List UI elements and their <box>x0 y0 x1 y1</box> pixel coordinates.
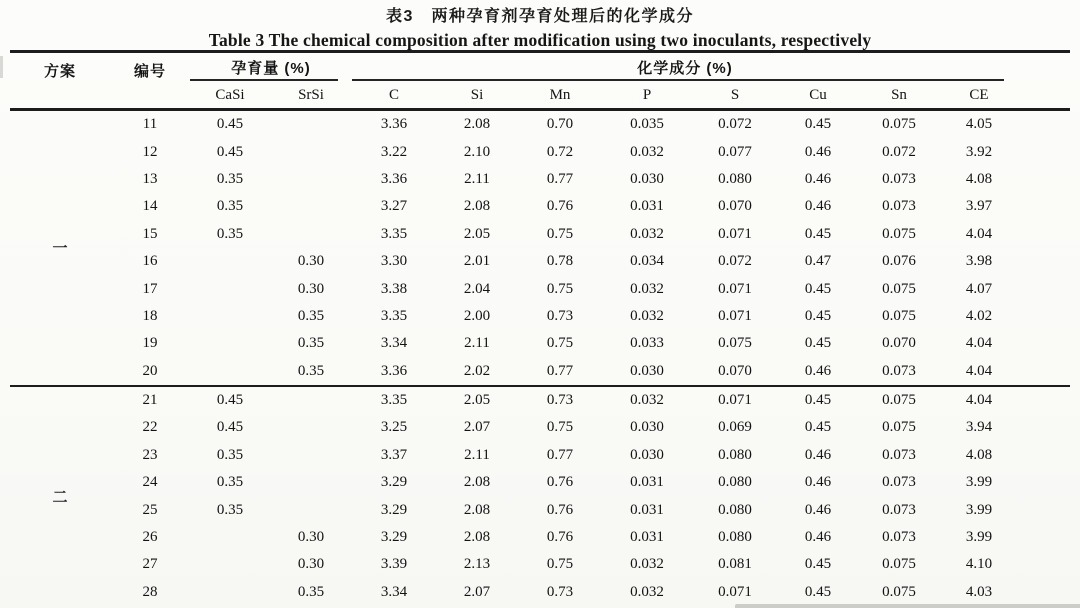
table-row <box>10 275 1070 302</box>
table-cell: 3.30 <box>380 253 408 270</box>
table-cell <box>1018 551 1070 578</box>
header-scheme: 方案 <box>10 52 110 110</box>
table-cell: 3.34 <box>380 335 408 352</box>
table-cell: 4.08 <box>965 170 993 187</box>
table-cell: 0.034 <box>630 253 664 270</box>
table-cell: 3.22 <box>380 143 408 160</box>
table-title-chinese: 表3 两种孕育剂孕育处理后的化学成分 <box>386 8 694 25</box>
table-cell: 2.05 <box>463 225 491 242</box>
table-cell: 4.07 <box>965 280 993 297</box>
table-cell <box>1018 166 1070 193</box>
table-cell: 0.75 <box>546 335 574 352</box>
table-cell <box>270 496 352 523</box>
table-row <box>10 414 1070 441</box>
table-cell: 0.73 <box>518 386 602 414</box>
table-cell: 0.077 <box>718 143 752 160</box>
table-cell <box>270 166 352 193</box>
table-cell <box>1018 442 1070 469</box>
table-cell: 0.032 <box>630 556 664 573</box>
table-cell: 0.45 <box>804 280 832 297</box>
table-row <box>10 442 1070 469</box>
table-cell: 0.45 <box>804 419 832 436</box>
table-cell <box>270 221 352 248</box>
table-cell: 3.36 <box>380 116 408 133</box>
chemical-composition-table <box>10 50 1070 606</box>
table-cell <box>270 469 352 496</box>
header-casi: CaSi <box>190 82 270 110</box>
table-cell: 0.35 <box>216 474 244 491</box>
table-cell <box>1018 386 1070 414</box>
table-cell: 0.031 <box>630 501 664 518</box>
table-cell: 4.04 <box>965 225 993 242</box>
table-cell: 0.30 <box>297 280 325 297</box>
table-cell: 3.27 <box>380 198 408 215</box>
header-filler <box>1018 52 1070 110</box>
table-cell: 0.071 <box>718 583 752 600</box>
table-cell: 28 <box>142 583 158 600</box>
table-cell: 0.075 <box>882 583 916 600</box>
table-row <box>10 386 1070 414</box>
table-cell: 0.77 <box>546 446 574 463</box>
table-cell <box>1018 275 1070 302</box>
table-cell: 0.073 <box>882 474 916 491</box>
table-cell: 0.35 <box>216 225 244 242</box>
table-row <box>10 248 1070 275</box>
table-cell <box>1018 193 1070 220</box>
table-cell: 0.072 <box>882 143 916 160</box>
table-cell: 0.031 <box>630 529 664 546</box>
table-cell: 4.04 <box>965 362 993 379</box>
table-cell: 18 <box>142 307 158 324</box>
table-row <box>10 524 1070 551</box>
table-row <box>10 496 1070 523</box>
table-cell <box>190 303 270 330</box>
table-cell: 0.76 <box>546 529 574 546</box>
header-c: C <box>352 82 436 110</box>
header-chemical-composition: 化学成分 (%) <box>352 52 1018 83</box>
scan-artifact-bottom <box>735 604 1080 608</box>
table-cell: 0.76 <box>546 501 574 518</box>
table-cell <box>270 138 352 165</box>
table-cell: 0.069 <box>718 419 752 436</box>
table-cell: 0.45 <box>804 307 832 324</box>
table-cell: 0.030 <box>630 446 664 463</box>
table-cell: 0.75 <box>546 419 574 436</box>
table-cell: 0.075 <box>882 116 916 133</box>
table-cell <box>1018 579 1070 606</box>
table-cell: 0.075 <box>858 386 940 414</box>
table-cell: 3.35 <box>352 386 436 414</box>
table-row <box>10 303 1070 330</box>
table-cell <box>190 524 270 551</box>
table-cell: 2.13 <box>463 556 491 573</box>
table-cell: 2.08 <box>463 501 491 518</box>
table-cell <box>190 551 270 578</box>
table-cell: 3.35 <box>380 225 408 242</box>
table-cell: 3.34 <box>380 583 408 600</box>
table-cell: 0.032 <box>630 225 664 242</box>
table-cell: 0.30 <box>297 253 325 270</box>
table-cell: 2.08 <box>463 474 491 491</box>
table-cell: 0.75 <box>546 225 574 242</box>
table-cell: 2.08 <box>463 198 491 215</box>
table-cell: 0.30 <box>297 556 325 573</box>
table-cell: 0.035 <box>630 116 664 133</box>
table-cell: 0.032 <box>630 143 664 160</box>
table-cell: 0.032 <box>602 386 692 414</box>
table-cell: 0.073 <box>882 446 916 463</box>
table-cell: 2.08 <box>463 529 491 546</box>
table-cell: 0.45 <box>804 116 832 133</box>
table-cell: 0.75 <box>546 280 574 297</box>
table-cell: 0.081 <box>718 556 752 573</box>
table-cell: 0.071 <box>718 225 752 242</box>
table-header <box>10 52 1070 110</box>
table-cell: 0.70 <box>546 116 574 133</box>
table-cell <box>1018 248 1070 275</box>
table-cell: 16 <box>142 253 158 270</box>
table-cell: 0.075 <box>718 335 752 352</box>
table-cell: 0.072 <box>718 253 752 270</box>
table-cell <box>1018 358 1070 386</box>
table-cell: 27 <box>142 556 158 573</box>
table-cell <box>190 275 270 302</box>
table-row <box>10 469 1070 496</box>
table-cell <box>270 386 352 414</box>
table-cell: 0.031 <box>630 198 664 215</box>
table-cell: 3.38 <box>380 280 408 297</box>
table-cell: 3.97 <box>965 198 993 215</box>
table-cell: 22 <box>142 419 158 436</box>
header-cu: Cu <box>778 82 858 110</box>
table-cell: 2.02 <box>463 362 491 379</box>
table-cell: 2.00 <box>463 307 491 324</box>
table-cell <box>1018 330 1070 357</box>
table-cell: 0.071 <box>692 386 778 414</box>
table-cell: 0.080 <box>718 474 752 491</box>
table-cell: 0.73 <box>546 583 574 600</box>
table-cell: 3.98 <box>965 253 993 270</box>
table-cell: 3.35 <box>380 307 408 324</box>
table-cell: 3.99 <box>965 529 993 546</box>
table-cell: 2.07 <box>463 583 491 600</box>
table-cell: 14 <box>142 198 158 215</box>
table-cell: 0.070 <box>718 198 752 215</box>
table-cell: 4.04 <box>965 335 993 352</box>
table-cell <box>190 248 270 275</box>
table-cell: 0.46 <box>804 446 832 463</box>
table-body <box>10 110 1070 607</box>
table-cell: 0.46 <box>804 170 832 187</box>
table-cell: 15 <box>142 225 158 242</box>
table-cell: 0.76 <box>546 198 574 215</box>
table-cell: 2.11 <box>464 335 490 352</box>
table-cell: 19 <box>142 335 158 352</box>
table-cell: 0.070 <box>882 335 916 352</box>
scheme-label: 一 <box>52 240 68 258</box>
table-row <box>10 166 1070 193</box>
table-row <box>10 551 1070 578</box>
table-cell: 0.73 <box>546 307 574 324</box>
table-cell: 0.030 <box>630 362 664 379</box>
table-row <box>10 579 1070 606</box>
table-cell: 12 <box>142 143 158 160</box>
table-cell: 0.35 <box>297 583 325 600</box>
table-cell: 0.45 <box>804 225 832 242</box>
table-cell: 0.033 <box>630 335 664 352</box>
table-cell: 0.46 <box>804 474 832 491</box>
table-cell: 0.46 <box>804 143 832 160</box>
table-cell: 2.11 <box>464 446 490 463</box>
table-row <box>10 110 1070 139</box>
table-cell: 3.99 <box>965 501 993 518</box>
table-cell: 0.45 <box>216 143 244 160</box>
table-cell: 4.04 <box>940 386 1018 414</box>
table-cell: 0.46 <box>804 362 832 379</box>
table-cell: 0.073 <box>882 198 916 215</box>
table-cell: 0.073 <box>882 529 916 546</box>
table-cell: 0.45 <box>778 386 858 414</box>
table-cell <box>1018 469 1070 496</box>
table-cell: 0.77 <box>546 362 574 379</box>
table-cell: 3.25 <box>380 419 408 436</box>
header-si: Si <box>436 82 518 110</box>
table-cell: 3.94 <box>965 419 993 436</box>
table-cell: 24 <box>142 474 158 491</box>
table-cell <box>1018 414 1070 441</box>
header-row-groups <box>10 52 1070 83</box>
table-cell: 0.35 <box>297 307 325 324</box>
table-title-english: Table 3 The chemical composition after modification using two inoculants, respectively <box>208 30 872 50</box>
table-cell: 0.46 <box>804 529 832 546</box>
table-cell: 0.073 <box>882 501 916 518</box>
table-cell: 0.075 <box>882 556 916 573</box>
table-cell: 0.35 <box>216 170 244 187</box>
table-cell: 4.05 <box>965 116 993 133</box>
table-cell: 0.77 <box>546 170 574 187</box>
table-cell: 0.031 <box>630 474 664 491</box>
table-cell: 2.11 <box>464 170 490 187</box>
table-cell: 0.070 <box>718 362 752 379</box>
table-cell: 3.39 <box>380 556 408 573</box>
table-cell: 2.07 <box>463 419 491 436</box>
table-cell: 0.45 <box>216 419 244 436</box>
table-cell: 0.075 <box>882 419 916 436</box>
table-row <box>10 138 1070 165</box>
table-cell: 0.45 <box>190 386 270 414</box>
table-cell: 2.08 <box>463 116 491 133</box>
table-cell: 3.29 <box>380 474 408 491</box>
table-cell <box>190 579 270 606</box>
table-cell: 0.78 <box>546 253 574 270</box>
table-cell: 0.45 <box>804 335 832 352</box>
table-cell: 0.35 <box>216 198 244 215</box>
header-srsi: SrSi <box>270 82 352 110</box>
header-number: 编号 <box>110 52 190 110</box>
table-cell: 0.35 <box>297 362 325 379</box>
table-cell: 2.10 <box>463 143 491 160</box>
table-cell: 0.073 <box>882 362 916 379</box>
table-cell <box>1018 524 1070 551</box>
table-cell: 25 <box>142 501 158 518</box>
table-cell: 4.08 <box>965 446 993 463</box>
table-cell: 20 <box>142 362 158 379</box>
table-cell: 4.03 <box>965 583 993 600</box>
table-cell <box>1018 496 1070 523</box>
table-cell: 17 <box>142 280 158 297</box>
table-cell: 0.45 <box>804 556 832 573</box>
table-cell: 23 <box>142 446 158 463</box>
table-cell <box>270 442 352 469</box>
scheme-label: 二 <box>10 386 110 606</box>
table-cell: 0.032 <box>630 307 664 324</box>
table-row <box>10 221 1070 248</box>
table-row <box>10 193 1070 220</box>
scan-artifact-left-edge <box>0 56 3 78</box>
table-cell <box>190 330 270 357</box>
table-cell: 0.071 <box>718 280 752 297</box>
table-cell: 3.29 <box>380 501 408 518</box>
header-p: P <box>602 82 692 110</box>
table-cell: 0.75 <box>546 556 574 573</box>
table-cell: 0.073 <box>882 170 916 187</box>
table-cell <box>1018 138 1070 165</box>
table-cell: 0.46 <box>804 198 832 215</box>
table-cell: 0.76 <box>546 474 574 491</box>
table-cell <box>190 358 270 386</box>
header-ce: CE <box>940 82 1018 110</box>
table-cell: 0.032 <box>630 583 664 600</box>
table-cell: 0.080 <box>718 170 752 187</box>
table-cell: 0.47 <box>804 253 832 270</box>
table-cell: 21 <box>110 386 190 414</box>
header-inoculation-amount: 孕育量 (%) <box>190 52 352 83</box>
header-mn: Mn <box>518 82 602 110</box>
table-cell: 0.45 <box>216 116 244 133</box>
table-cell: 4.10 <box>965 556 993 573</box>
table-cell: 11 <box>142 116 158 133</box>
table-cell <box>270 110 352 139</box>
table-cell: 0.075 <box>882 307 916 324</box>
table-cell: 3.37 <box>380 446 408 463</box>
header-s: S <box>692 82 778 110</box>
table-cell <box>1018 110 1070 139</box>
table-cell: 4.02 <box>965 307 993 324</box>
table-cell <box>1018 303 1070 330</box>
table-cell: 0.075 <box>882 225 916 242</box>
table-cell: 0.071 <box>718 307 752 324</box>
table-cell: 0.30 <box>297 529 325 546</box>
table-cell: 0.080 <box>718 529 752 546</box>
table-cell: 3.36 <box>380 362 408 379</box>
table-cell: 0.030 <box>630 170 664 187</box>
table-cell: 0.072 <box>718 116 752 133</box>
table-cell: 3.99 <box>965 474 993 491</box>
table-cell <box>270 193 352 220</box>
table-cell: 3.92 <box>965 143 993 160</box>
table-cell: 2.04 <box>463 280 491 297</box>
table-cell <box>1018 221 1070 248</box>
table-cell: 26 <box>142 529 158 546</box>
table-cell: 2.01 <box>463 253 491 270</box>
table-cell: 0.72 <box>546 143 574 160</box>
table-cell: 0.080 <box>718 446 752 463</box>
table-cell: 2.05 <box>436 386 518 414</box>
table-cell: 0.080 <box>718 501 752 518</box>
table-cell: 3.29 <box>380 529 408 546</box>
table-cell: 0.030 <box>630 419 664 436</box>
table-row <box>10 330 1070 357</box>
table-cell: 0.35 <box>297 335 325 352</box>
table-cell: 0.45 <box>804 583 832 600</box>
table-cell: 13 <box>142 170 158 187</box>
table-cell: 0.076 <box>882 253 916 270</box>
table-cell: 0.46 <box>804 501 832 518</box>
table-cell: 0.35 <box>216 501 244 518</box>
table-cell: 0.35 <box>216 446 244 463</box>
table-row <box>10 358 1070 386</box>
header-sn: Sn <box>858 82 940 110</box>
table-cell: 3.36 <box>380 170 408 187</box>
table-cell <box>270 414 352 441</box>
table-cell: 0.075 <box>882 280 916 297</box>
table-cell: 0.032 <box>630 280 664 297</box>
